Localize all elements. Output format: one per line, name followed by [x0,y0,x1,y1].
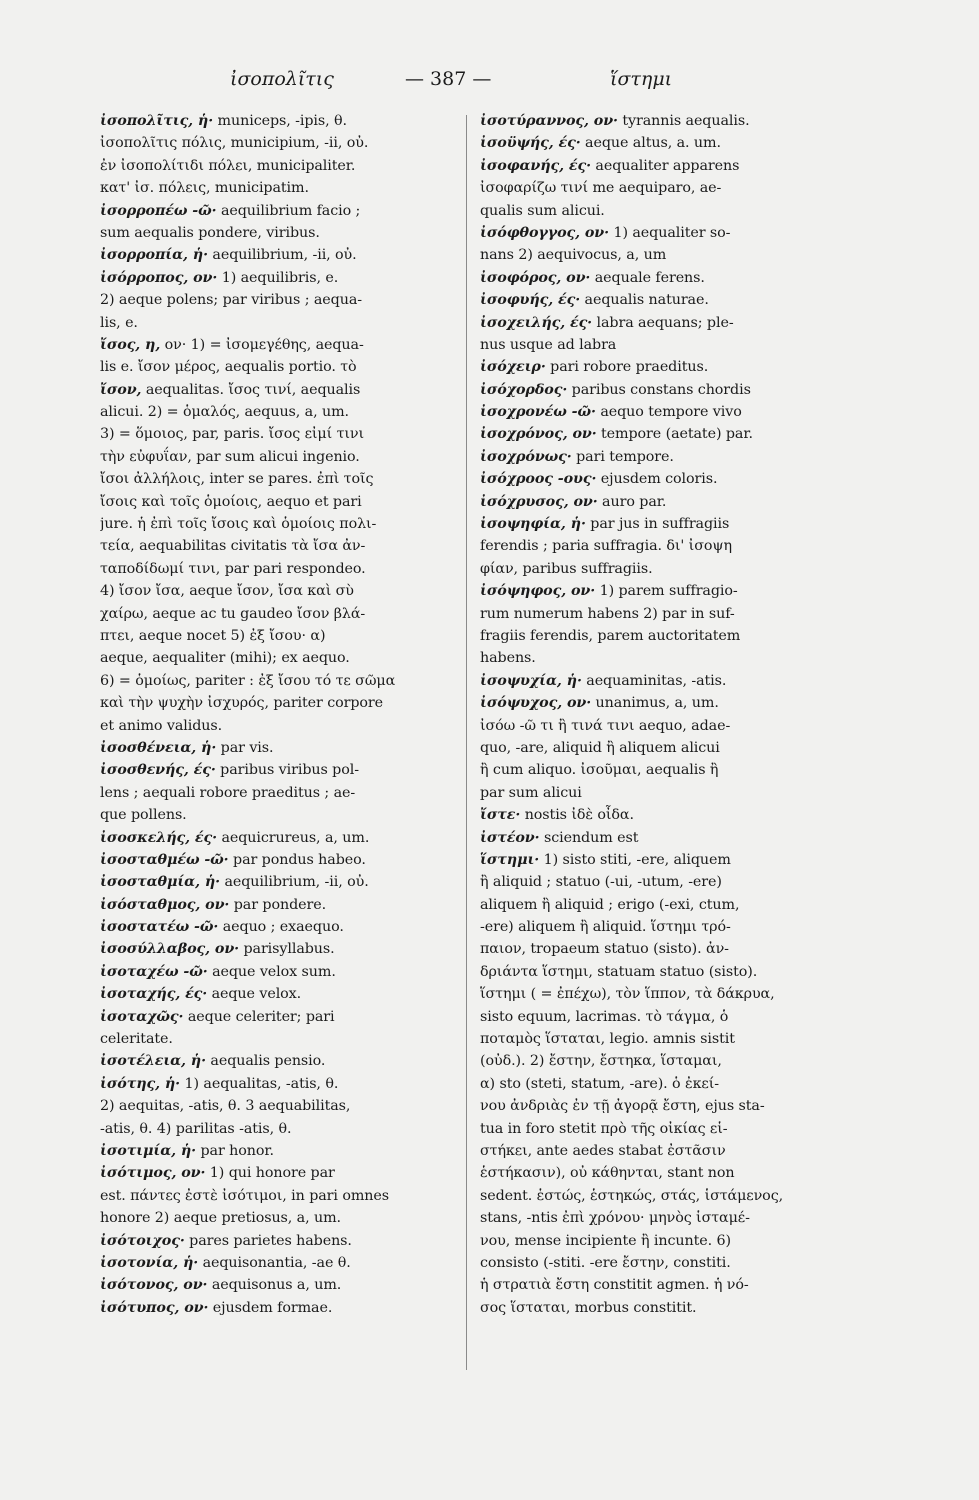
entry-line: ἐν ἰσοπολίτιδι πόλει, municipaliter. [100,157,356,174]
right-column [480,110,850,1319]
entry-line: et animo validus. [100,717,223,734]
entry-line: 2) aequitas, -atis, θ. 3 aequabilitas, [100,1098,351,1115]
entry-line: ἴσοις καὶ τοῖς ὁμοίοις, aequo et pari [100,493,362,510]
entry-line: ἰσόσταθμος, ον· par pondere. [100,896,327,913]
entry-line: ἰσοταχέω -ῶ· aeque velox sum. [100,963,336,980]
entry-line: ἢ cum aliquo. ἰσοῦμαι, aequalis ἢ [480,762,719,779]
entry-line: σος ἵσταται, morbus constitit. [480,1299,697,1316]
entry-line: ἰσοσύλλαβος, ον· parisyllabus. [100,941,335,958]
entry-line: ἰσοσταθμέω -ῶ· par pondus habeo. [100,851,366,868]
entry-line: ἰσοφαρίζω τινί me aequiparo, ae- [480,180,722,197]
entry-line: ἰσόω -ῶ τι ἢ τινά τινι aequo, adae- [480,717,731,734]
entry-line: ἰσοταχής, ές· aeque velox. [100,986,302,1003]
column-divider [466,115,467,1370]
entry-line: ἰσόχρυσος, ον· auro par. [480,493,667,510]
entry-line: α) sto (steti, statum, -are). ὁ ἐκεί- [480,1075,719,1092]
entry-line: que pollens. [100,807,187,824]
entry-line: (οὐδ.). 2) ἔστην, ἔστηκα, ἵσταμαι, [480,1053,722,1070]
entry-line: 4) ἴσον ἴσα, aeque ἴσον, ἴσα καὶ σὺ [100,583,354,600]
entry-line: ferendis ; paria suffragia. δι' ἰσοψη [480,538,732,555]
entry-line: ἵστημι ( = ἐπέχω), τὸν ἵππον, τὰ δάκρυα, [480,986,775,1003]
entry-line: ἰσοπολῖτις, ἡ· municeps, -ipis, θ. [100,113,347,129]
entry-line: ἴστε· nostis ἰδὲ οἶδα. [480,807,634,824]
page-header [100,62,880,98]
entry-line: ἴσον, aequalitas. ἴσος τινί, aequalis [100,381,361,398]
entry-line: πτει, aeque nocet 5) ἐξ ἴσου· α) [100,627,326,644]
entry-line: aliquem ἢ aliquid ; erigo (-exi, ctum, [480,896,740,913]
entry-line: sisto equum, lacrimas. τὸ τάγμα, ὁ [480,1008,729,1025]
entry-line: -ere) aliquem ἢ aliquid. ἵστημι τρό- [480,919,731,936]
entry-line: ἰσοφυής, ές· aequalis naturae. [480,292,709,309]
entry-line: ἰσοτιμία, ἡ· par honor. [100,1142,274,1159]
entry-line: ἰσότης, ἡ· 1) aequalitas, -atis, θ. [100,1075,339,1092]
entry-line: ἰσόψυχος, ον· unanimus, a, um. [480,695,719,712]
entry-line: ἰσοτύραννος, ον· tyrannis aequalis. [480,113,750,129]
entry-line: par sum alicui [480,784,582,801]
entry-line: -atis, θ. 4) parilitas -atis, θ. [100,1120,292,1137]
entry-line: τεία, aequabilitas civitatis τὰ ἴσα ἀν- [100,538,366,555]
entry-line: τὴν εὐφυΐαν, par sum alicui ingenio. [100,448,360,465]
entry-line: ἰσοϋψής, ές· aeque altus, a. um. [480,135,721,152]
entry-line: est. πάντες ἐστὲ ἰσότιμοι, in pari omnes [100,1187,390,1204]
entry-line: stans, -ntis ἐπὶ χρόνου· μηνὸς ἱσταμέ- [480,1210,750,1227]
entry-line: ἰσοσθενής, ές· paribus viribus pol- [100,762,359,779]
entry-line: κατ' ἰσ. πόλεις, municipatim. [100,180,309,197]
entry-line: ἰσόψηφος, ον· 1) parem suffragio- [480,583,738,600]
entry-line: ἰσόχροος -ους· ejusdem coloris. [480,471,718,488]
entry-line: ἰσοχειλής, ές· labra aequans; ple- [480,314,734,331]
entry-line: ἰσοχρόνος, ον· tempore (aetate) par. [480,426,753,443]
entry-line: φίαν, paribus suffragiis. [480,560,653,577]
entry-line: ἰσόχειρ· pari robore praeditus. [480,359,709,376]
entry-line: lis, e. [100,314,138,331]
entry-line: sum aequalis pondere, viribus. [100,224,320,241]
entry-line: honore 2) aeque pretiosus, a, um. [100,1210,342,1227]
entry-line: ἰσοψυχία, ἡ· aequaminitas, -atis. [480,672,727,689]
left-column [100,110,470,1319]
entry-line: ἰσοχρόνως· pari tempore. [480,448,674,465]
entry-line: aeque, aequaliter (mihi); ex aequo. [100,650,350,667]
entry-line: 2) aeque polens; par viribus ; aequa- [100,292,362,309]
entry-line: ἰσότυπος, ον· ejusdem formae. [100,1299,333,1316]
entry-line: ἰσότιμος, ον· 1) qui honore par [100,1165,335,1182]
entry-line: consisto (-stiti. -ere ἔστην, constiti. [480,1254,731,1271]
entry-line: ἵστημι· 1) sisto stiti, -ere, aliquem [480,851,731,868]
entry-line: ἰσορροπία, ἡ· aequilibrium, -ii, οὐ. [100,247,357,264]
entry-line: ἰσοπολῖτις πόλις, municipium, -ii, οὐ. [100,135,369,152]
entry-line: ἰσοσταθμία, ἡ· aequilibrium, -ii, οὐ. [100,874,369,891]
entry-line: δριάντα ἵστημι, statuam statuo (sisto). [480,963,758,980]
entry-line: ἰσόρροπος, ον· 1) aequilibris, e. [100,269,339,286]
entry-line: 3) = ὅμοιος, par, paris. ἴσος εἰμί τινι [100,426,364,443]
entry-line: ἰσότοιχος· pares parietes habens. [100,1232,352,1249]
entry-line: νου ἀνδριὰς ἐν τῇ ἀγορᾷ ἔστη, ejus sta- [480,1098,765,1115]
entry-line: ἰσοφανής, ές· aequaliter apparens [480,157,740,174]
entry-line: qualis sum alicui. [480,202,605,219]
entry-line: fragiis ferendis, parem auctoritatem [480,627,741,644]
entry-line: ἴσος, η, ον· 1) = ἰσομεγέθης, aequa- [100,336,364,353]
entry-line: ἰσοτονία, ἡ· aequisonantia, -ae θ. [100,1254,351,1271]
entry-line: ἰσότονος, ον· aequisonus a, um. [100,1277,342,1294]
entry-line: νου, mense incipiente ἢ incunte. 6) [480,1232,731,1249]
entry-line: ἰσοψηφία, ἡ· par jus in suffragiis [480,516,730,533]
entry-line: ἰσόφθογγος, ον· 1) aequaliter so- [480,224,731,241]
entry-line: παιον, tropaeum statuo (sisto). ἀν- [480,941,729,958]
entry-line: ταποδίδωμί τινι, par pari respondeo. [100,560,366,577]
entry-line: tua in foro stetit πρὸ τῆς οἰκίας εἱ- [480,1120,728,1137]
entry-line: nans 2) aequivocus, a, um [480,247,667,264]
entry-line: ἰσοσκελής, ές· aequicrureus, a, um. [100,829,370,846]
entry-line: ἰσοχρονέω -ῶ· aequo tempore vivo [480,404,742,421]
entry-line: 6) = ὁμοίως, pariter : ἐξ ἴσου τό τε σῶμα [100,672,396,689]
entry-line: ἰσορροπέω -ῶ· aequilibrium facio ; [100,202,361,219]
entry-line: ἢ aliquid ; statuo (-ui, -utum, -ere) [480,874,722,891]
entry-line: ἰσόχορδος· paribus constans chordis [480,381,751,398]
entry-line: lis e. ἴσον μέρος, aequalis portio. τὸ [100,359,357,376]
entry-line: ἰσοταχῶς· aeque celeriter; pari [100,1008,335,1025]
entry-line: ἰσοφόρος, ον· aequale ferens. [480,269,705,286]
entry-line: lens ; aequali robore praeditus ; ae- [100,784,356,801]
entry-line: celeritate. [100,1031,173,1048]
entry-line: ἴσοι ἀλλήλοις, inter se pares. ἐπὶ τοῖς [100,471,374,488]
entry-line: nus usque ad labra [480,336,617,353]
entry-line: sedent. ἑστώς, ἑστηκώς, στάς, ἱστάμενος, [480,1187,784,1204]
entry-line: στήκει, ante aedes stabat ἐστᾶσιν [480,1142,726,1159]
entry-line: ἰσοστατέω -ῶ· aequo ; exaequo. [100,919,344,936]
entry-line: jure. ἡ ἐπὶ τοῖς ἴσοις καὶ ὁμοίοις πολι- [100,516,377,533]
page-number: — 387 — [405,68,492,90]
entry-line: καὶ τὴν ψυχὴν ἰσχυρός, pariter corpore [100,695,384,712]
header-right-guideword: ἵστημι [610,68,673,90]
entry-line: ἰσοτέλεια, ἡ· aequalis pensio. [100,1053,326,1070]
entry-line: alicui. 2) = ὁμαλός, aequus, a, um. [100,404,350,421]
entry-line: ἰστέον· sciendum est [480,829,639,846]
entry-line: ἑστήκασιν), οὐ κάθηνται, stant non [480,1165,735,1182]
entry-line: ποταμὸς ἵσταται, legio. amnis sistit [480,1031,735,1048]
entry-line: ἰσοσθένεια, ἡ· par vis. [100,739,274,756]
entry-line: habens. [480,650,536,667]
entry-line: ἡ στρατιὰ ἔστη constitit agmen. ἡ νό- [480,1277,749,1294]
entry-line: quo, -are, aliquid ἢ aliquem alicui [480,739,720,756]
entry-line: χαίρω, aeque ac tu gaudeo ἴσον βλά- [100,605,366,622]
header-left-guideword: ἰσοπολῖτις [230,68,334,90]
entry-line: rum numerum habens 2) par in suf- [480,605,735,622]
